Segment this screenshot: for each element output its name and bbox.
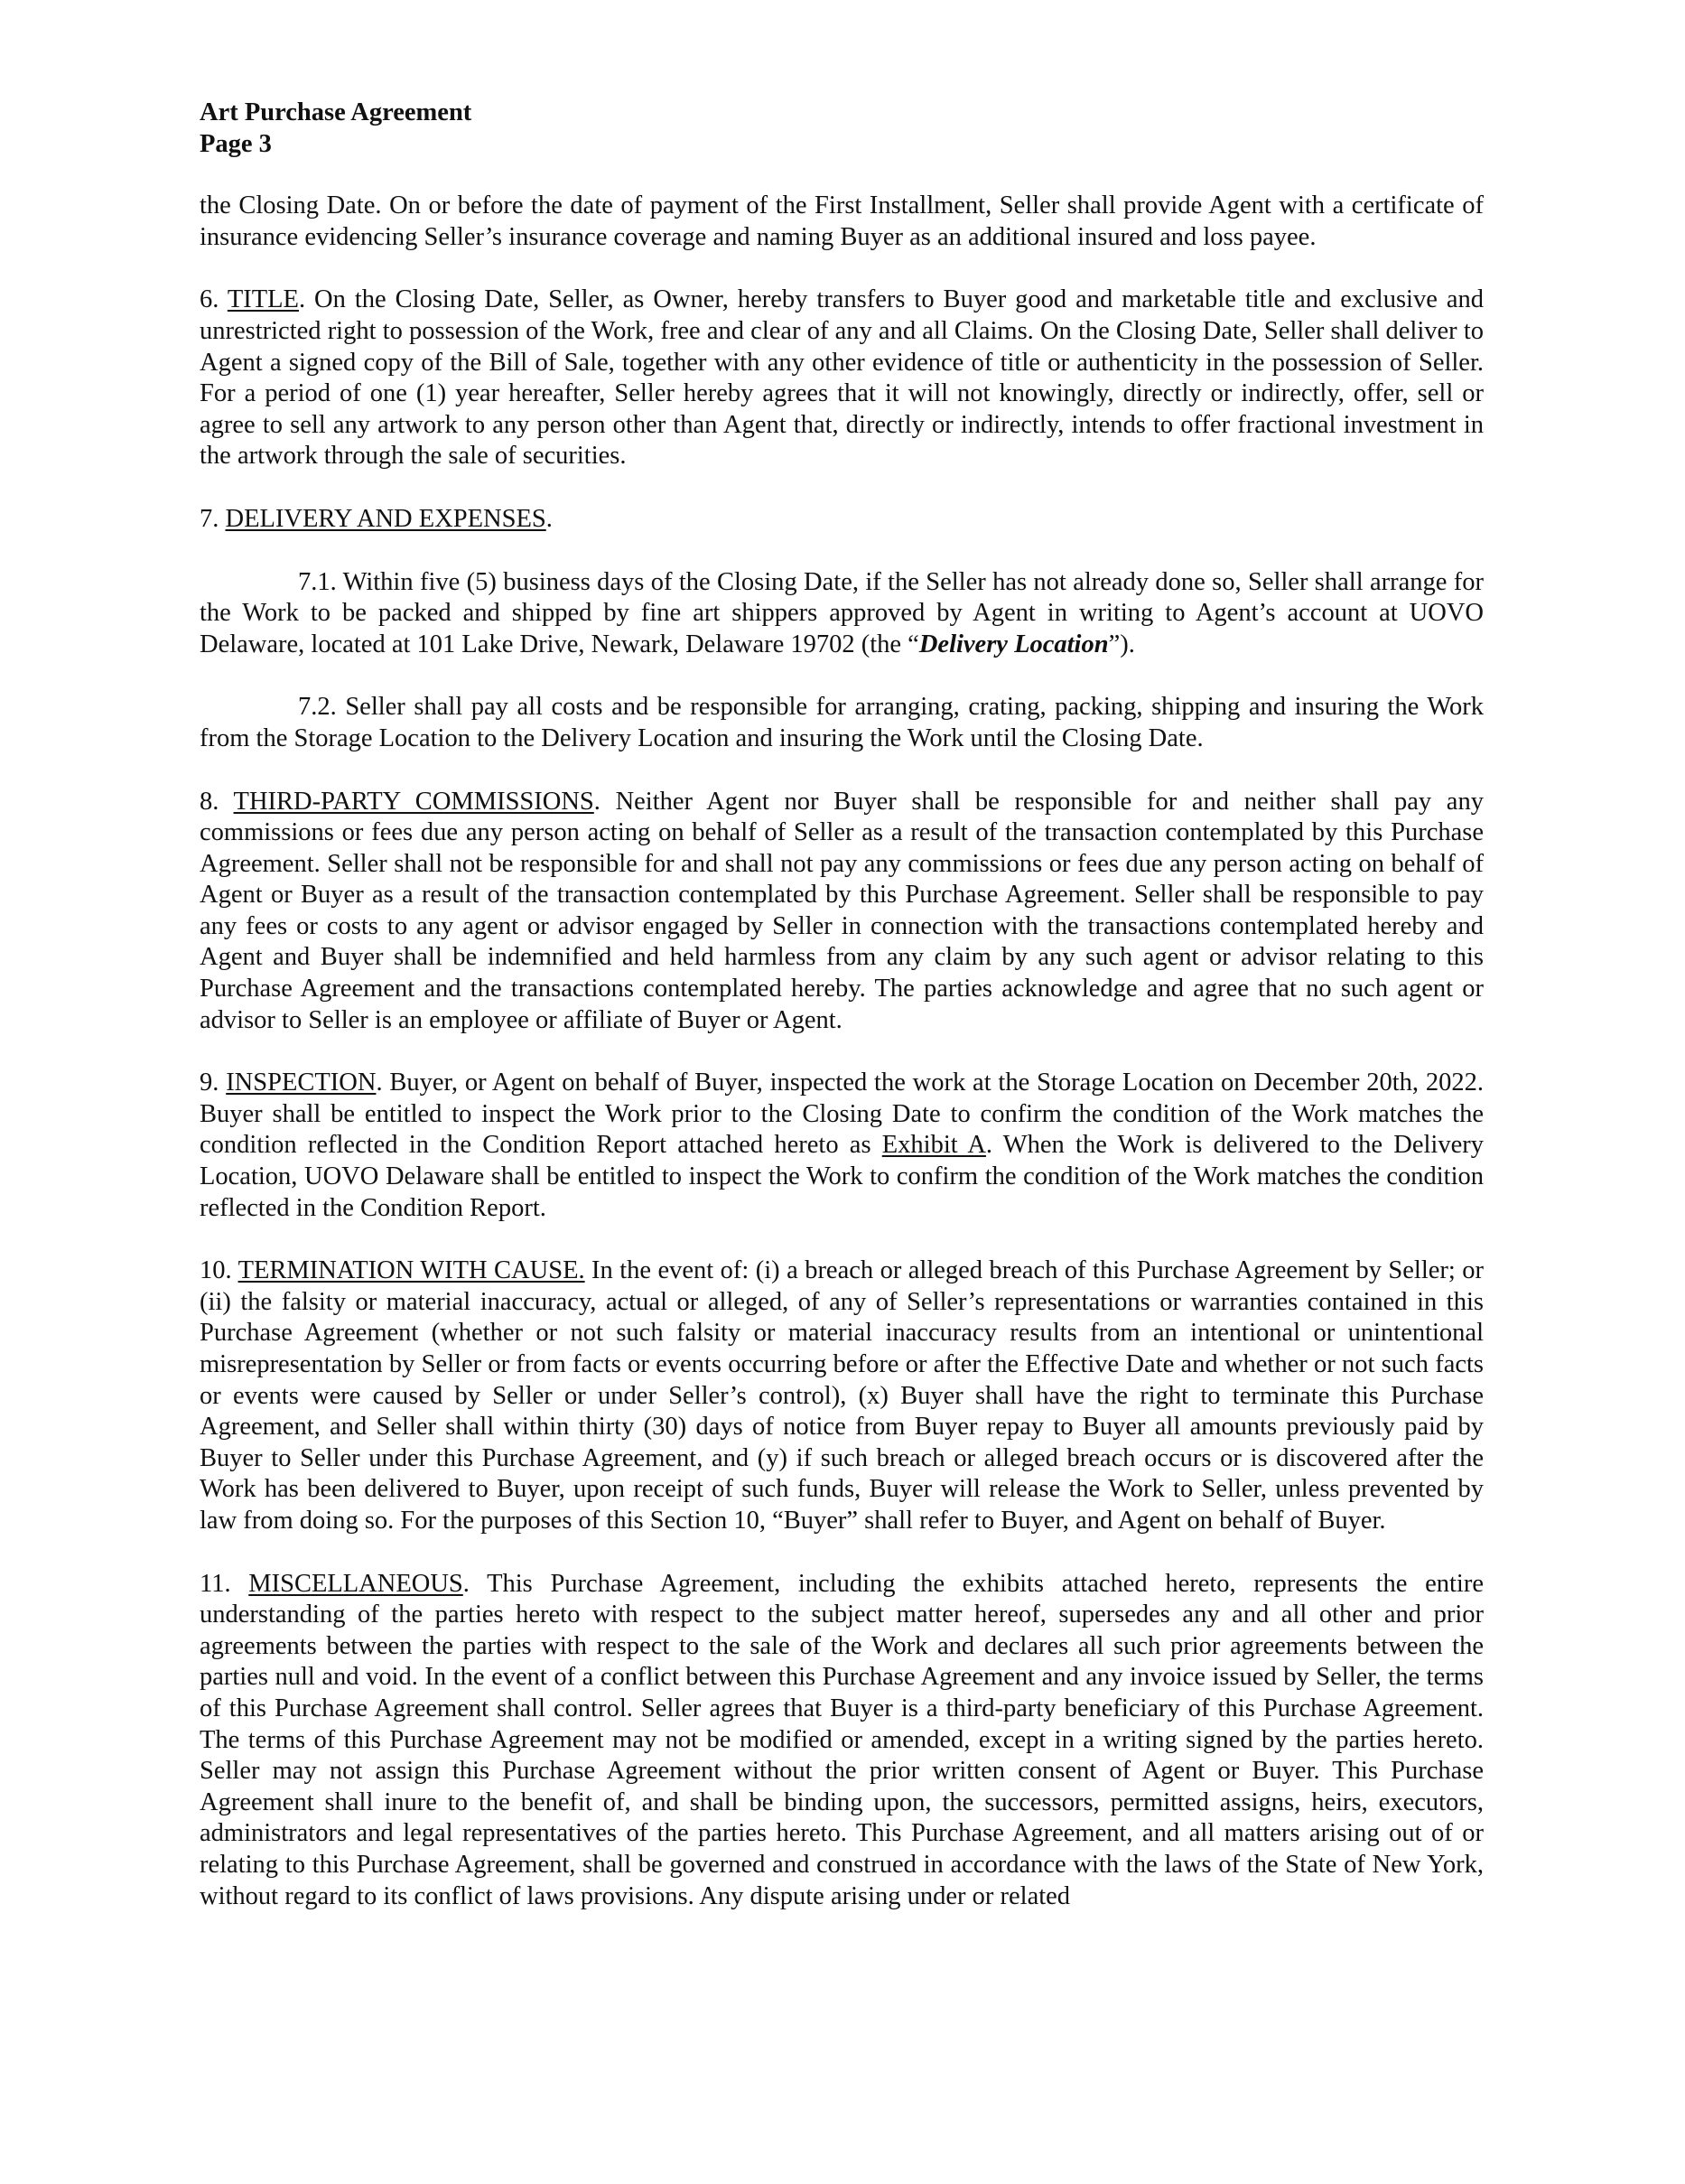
- section-7-1: [200, 567, 1484, 661]
- section-heading: TITLE: [227, 285, 299, 314]
- defined-term: Delivery Location: [918, 630, 1109, 658]
- page-header: [200, 98, 1484, 160]
- document-title: Art Purchase Agreement: [200, 98, 472, 126]
- section-number: 11.: [200, 1569, 249, 1598]
- section-heading: TERMINATION WITH CAUSE.: [237, 1256, 585, 1285]
- section-6-title: [200, 285, 1484, 472]
- subsection-text: 7.2. Seller shall pay all costs and be responsible for arranging, crating, packing, shipping and insuring the Work from the Storage Location to the Delivery Location and insuring the Work until the Closing Date.: [200, 693, 1484, 752]
- exhibit-reference: Exhibit A: [881, 1131, 986, 1160]
- section-number: 7.: [200, 504, 226, 533]
- subsection-text: 7.1. Within five (5) business days of the Closing Date, if the Seller has not already done so, Seller shall arrange for the Work to be packed and shipped by fine art shippers approved by Agent in writing to Agent’s account at UOVO Delaware, located at 101 Lake Drive, Newark, Delaware 19702 (the “: [200, 567, 1484, 658]
- section-10-termination: [200, 1255, 1484, 1536]
- section-7-delivery: [200, 504, 1484, 536]
- section-heading: THIRD-PARTY COMMISSIONS: [233, 787, 594, 816]
- section-11-miscellaneous: [200, 1569, 1484, 1913]
- section-text: . Neither Agent nor Buyer shall be responsible for and neither shall pay any commissions or fees due any person acting on behalf of Seller as a result of the transaction contemplated by this Purchase Agreement. Seller shall not be responsible for and shall not pay any commissions or fees due any person acting on behalf of Agent or Buyer as a result of the transaction contemplated by this Purchase Agreement. Seller shall be responsible to pay any fees or costs to any agent or advisor engaged by Seller in connection with the transactions contemplated hereby and Agent and Buyer shall be indemnified and held harmless from any claim by any such agent or advisor relating to this Purchase Agreement and the transactions contemplated hereby. The parties acknowledge and agree that no such agent or advisor to Seller is an employee or affiliate of Buyer or Agent.: [200, 787, 1484, 1034]
- section-text: . On the Closing Date, Seller, as Owner, hereby transfers to Buyer good and marketable title and exclusive and unrestricted right to possession of the Work, free and clear of any and all Claims. On the Closing Date, Seller shall deliver to Agent a signed copy of the Bill of Sale, together with any other evidence of title or authenticity in the possession of Seller. For a period of one (1) year hereafter, Seller hereby agrees that it will not knowingly, directly or indirectly, offer, sell or agree to sell any artwork to any person other than Agent that, directly or indirectly, intends to offer fractional investment in the artwork through the sale of securities.: [200, 285, 1484, 471]
- paragraph-text: the Closing Date. On or before the date of payment of the First Installment, Seller shall provide Agent with a certificate of insurance evidencing Seller’s insurance coverage and naming Buyer as an additional insured and loss payee.: [200, 191, 1484, 251]
- paragraph-continuation: [200, 191, 1484, 253]
- section-number: 9.: [200, 1069, 227, 1097]
- page-number: Page 3: [200, 129, 272, 158]
- section-text: . When the Work is delivered to the Delivery Location, UOVO Delaware shall be entitled to inspect the Work to confirm the condition of the Work matches the condition reflected in the Condition Report.: [200, 1131, 1484, 1222]
- section-text: . Buyer, or Agent on behalf of Buyer, inspected the work at the Storage Location on December 20th, 2022. Buyer shall be entitled to inspect the Work prior to the Closing Date to confirm the condition of the Work matches the condition reflected in the Condition Report attached hereto as: [200, 1069, 1484, 1160]
- section-heading: DELIVERY AND EXPENSES: [225, 504, 546, 533]
- section-number: 6.: [200, 285, 228, 314]
- section-text: .: [545, 504, 553, 533]
- section-number: 10.: [200, 1256, 238, 1285]
- section-7-2: [200, 692, 1484, 754]
- section-number: 8.: [200, 787, 234, 816]
- section-8-commissions: [200, 787, 1484, 1037]
- section-text: In the event of: (i) a breach or alleged breach of this Purchase Agreement by Seller; or (ii) the falsity or material inaccuracy, actual or alleged, of any of Seller’s representations or warranties contained in this Purchase Agreement (whether or not such falsity or material inaccuracy results from an intentional or unintentional misrepresentation by Seller or from facts or events occurring before or after the Effective Date and whether or not such facts or events were caused by Seller or under Seller’s control), (x) Buyer shall have the right to terminate this Purchase Agreement, and Seller shall within thirty (30) days of notice from Buyer repay to Buyer all amounts previously paid by Buyer to Seller under this Purchase Agreement, and (y) if such breach or alleged breach occurs or is discovered after the Work has been delivered to Buyer, upon receipt of such funds, Buyer will release the Work to Seller, unless prevented by law from doing so. For the purposes of this Section 10, “Buyer” shall refer to Buyer, and Agent on behalf of Buyer.: [200, 1256, 1484, 1535]
- section-heading: INSPECTION: [226, 1069, 377, 1097]
- section-text: . This Purchase Agreement, including the exhibits attached hereto, represents the entire understanding of the parties hereto with respect to the subject matter hereof, supersedes any and all other and prior agreements between the parties with respect to the sale of the Work and declares all such prior agreements between the parties null and void. In the event of a conflict between this Purchase Agreement and any invoice issued by Seller, the terms of this Purchase Agreement shall control. Seller agrees that Buyer is a third-party beneficiary of this Purchase Agreement. The terms of this Purchase Agreement may not be modified or amended, except in a writing signed by the parties hereto. Seller may not assign this Purchase Agreement without the prior written consent of Agent or Buyer. This Purchase Agreement shall inure to the benefit of, and shall be binding upon, the successors, permitted assigns, heirs, executors, administrators and legal representatives of the parties hereto. This Purchase Agreement, and all matters arising out of or relating to this Purchase Agreement, shall be governed and construed in accordance with the laws of the State of New York, without regard to its conflict of laws provisions. Any dispute arising under or related: [200, 1569, 1484, 1910]
- section-heading: MISCELLANEOUS: [248, 1569, 463, 1598]
- section-9-inspection: [200, 1068, 1484, 1224]
- subsection-text: ”).: [1108, 630, 1135, 658]
- document-page: [200, 98, 1484, 1944]
